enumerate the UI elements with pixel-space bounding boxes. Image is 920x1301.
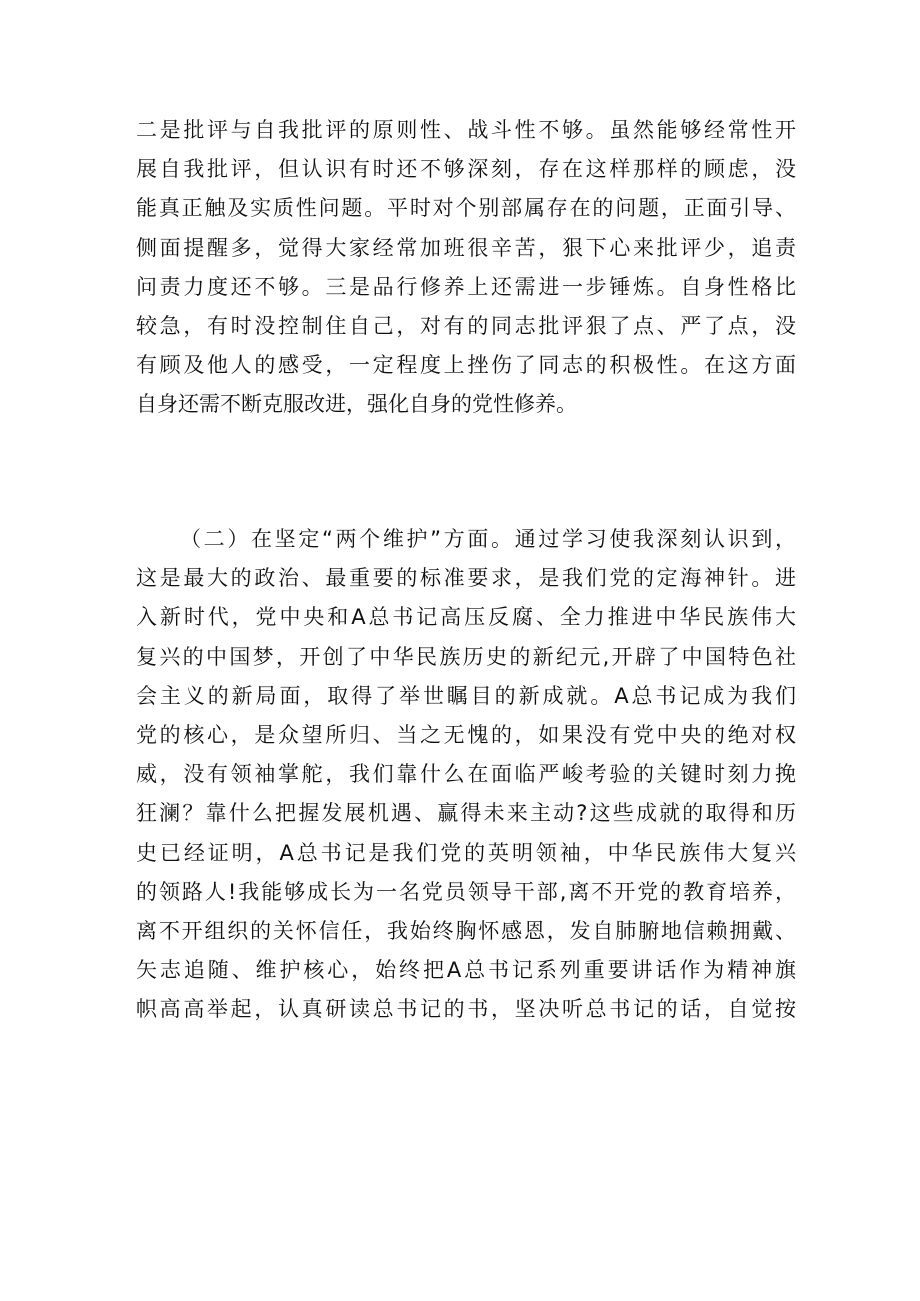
text-line: 有顾及他人的感受，一定程度上挫伤了同志的积极性。在这方面 <box>136 353 796 378</box>
text-line: 能真正触及实质性问题。平时对个别部属存在的问题，正面引导、 <box>136 196 796 221</box>
text-line: 的领路人!我能够成长为一名党员领导干部,离不开党的教育培养， <box>136 879 796 904</box>
text-line: 二是批评与自我批评的原则性、战斗性不够。虽然能够经常性开 <box>136 118 796 142</box>
text-line: 自身还需不断克服改进，强化自身的党性修养。 <box>136 392 577 417</box>
text-line: 威，没有领袖掌舵，我们靠什么在面临严峻考验的关键时刻力挽 <box>136 762 796 787</box>
text-line: 会主义的新局面，取得了举世瞩目的新成就。A总书记成为我们 <box>136 683 796 708</box>
text-line: （二）在坚定“两个维护”方面。通过学习使我深刻认识到， <box>180 527 796 551</box>
text-line: 侧面提醒多，觉得大家经常加班很辛苦，狠下心来批评少，追责 <box>136 235 796 260</box>
text-line: 复兴的中国梦，开创了中华民族历史的新纪元,开辟了中国特色社 <box>136 644 796 669</box>
text-line: 帜高高举起，认真研读总书记的书，坚决听总书记的话，自觉按 <box>136 997 796 1022</box>
text-line: 展自我批评，但认识有时还不够深刻，存在这样那样的顾虑，没 <box>136 157 796 182</box>
text-line: 党的核心，是众望所归、当之无愧的，如果没有党中央的绝对权 <box>136 722 796 747</box>
text-line: 史已经证明，A总书记是我们党的英明领袖，中华民族伟大复兴 <box>136 840 796 865</box>
text-line: 狂澜？靠什么把握发展机遇、赢得未来主动?这些成就的取得和历 <box>136 801 796 826</box>
text-line: 离不开组织的关怀信任，我始终胸怀感恩，发自肺腑地信赖拥戴、 <box>136 918 796 943</box>
text-line: 较急，有时没控制住自己，对有的同志批评狠了点、严了点，没 <box>136 313 796 338</box>
text-line: 问责力度还不够。三是品行修养上还需进一步锤炼。自身性格比 <box>136 274 796 299</box>
text-line: 这是最大的政治、最重要的标准要求，是我们党的定海神针。进 <box>136 566 796 591</box>
paragraph-criticism <box>136 111 796 425</box>
paragraph-two-safeguards <box>136 520 796 1029</box>
text-line: 矢志追随、维护核心，始终把A总书记系列重要讲话作为精神旗 <box>136 958 796 983</box>
text-line: 入新时代，党中央和A总书记高压反腐、全力推进中华民族伟大 <box>136 605 796 630</box>
